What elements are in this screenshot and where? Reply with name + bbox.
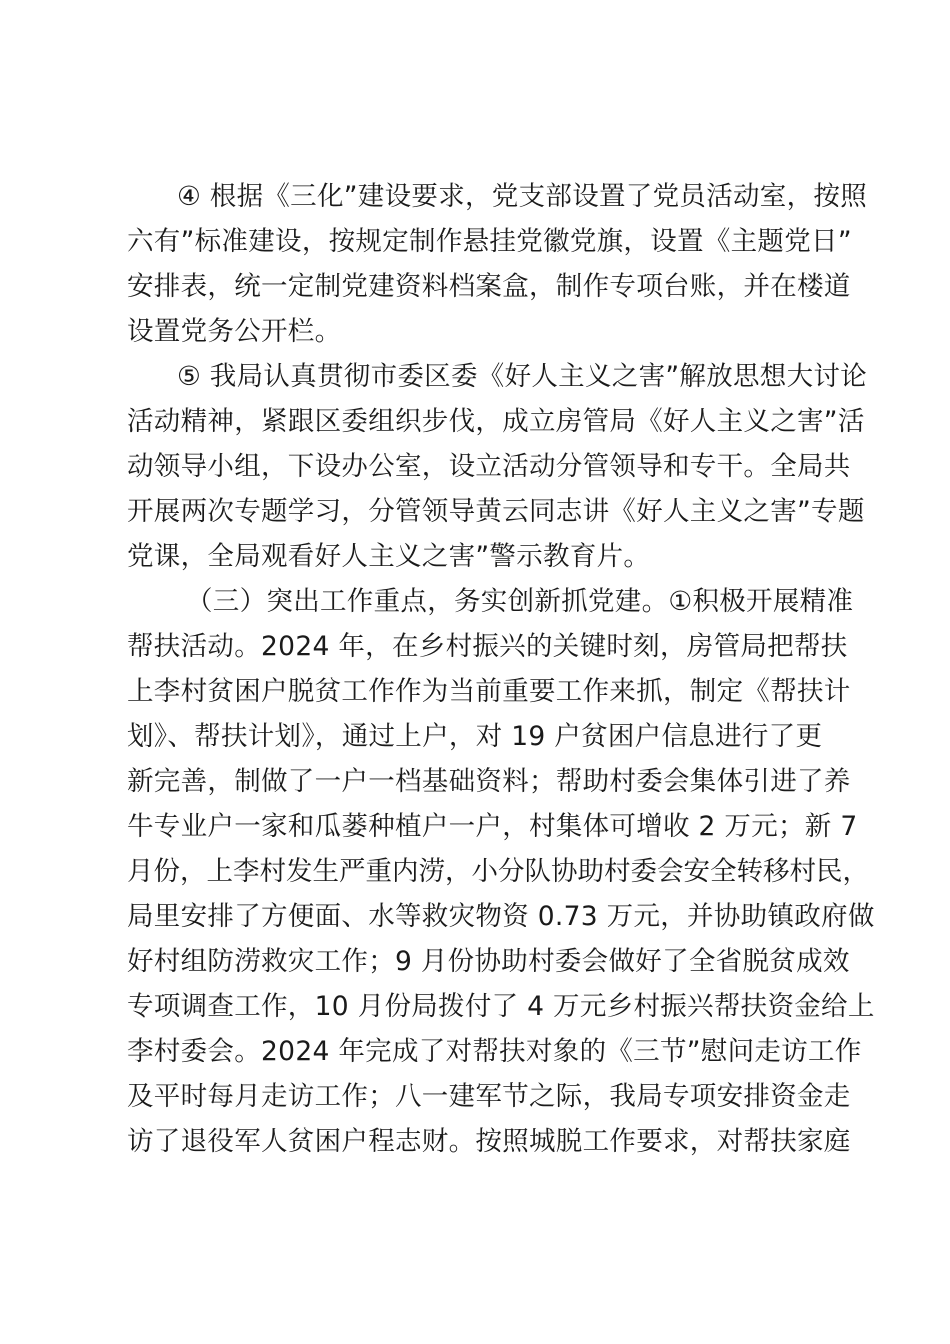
text-line: 专项调查工作，10 月份局拨付了 4 万元乡村振兴帮扶资金给上 <box>127 991 875 1022</box>
text-line: 好村组防涝救灾工作；9 月份协助村委会做好了全省脱贫成效 <box>127 946 850 977</box>
text-line: ⑤ 我局认真贯彻市委区委《好人主义之害”解放思想大讨论 <box>177 361 868 392</box>
text-line: 李村委会。2024 年完成了对帮扶对象的《三节”慰问走访工作 <box>127 1036 862 1067</box>
text-line: 及平时每月走访工作；八一建军节之际，我局专项安排资金走 <box>127 1081 851 1112</box>
text-line: 六有”标准建设，按规定制作悬挂党徽党旗，设置《主题党日” <box>127 226 852 257</box>
text-line: 动领导小组，下设办公室，设立活动分管领导和专干。全局共 <box>127 451 851 482</box>
text-line: 开展两次专题学习，分管领导黄云同志讲《好人主义之害”专题 <box>127 496 865 527</box>
section-heading-line: （三）突出工作重点，务实创新抓党建。①积极开展精准 <box>186 586 854 617</box>
text-line: 访了退役军人贫困户程志财。按照城脱工作要求，对帮扶家庭 <box>127 1126 851 1157</box>
text-line: 设置党务公开栏。 <box>127 316 342 347</box>
text-line: ④ 根据《三化”建设要求，党支部设置了党员活动室，按照 <box>177 181 868 212</box>
paragraph-good-person-discussion <box>127 354 868 579</box>
text-line: 牛专业户一家和瓜蒌种植户一户，村集体可增收 2 万元；新 7 <box>127 811 858 842</box>
text-line: 月份，上李村发生严重内涝，小分队协助村委会安全转移村民， <box>127 856 869 887</box>
text-line: 活动精神，紧跟区委组织步伐，成立房管局《好人主义之害”活 <box>127 406 865 437</box>
document-body <box>127 174 875 1164</box>
text-line: 划》、帮扶计划》，通过上户，对 19 户贫困户信息进行了更 <box>127 721 823 752</box>
paragraph-section-three <box>127 579 875 1164</box>
text-line: 党课，全局观看好人主义之害”警示教育片。 <box>127 541 651 572</box>
paragraph-party-activity-room <box>127 174 868 354</box>
text-line: 帮扶活动。2024 年，在乡村振兴的关键时刻，房管局把帮扶 <box>127 631 848 662</box>
text-line: 局里安排了方便面、水等救灾物资 0.73 万元，并协助镇政府做 <box>127 901 875 932</box>
text-line: 安排表，统一定制党建资料档案盒，制作专项台账，并在楼道 <box>127 271 851 302</box>
text-line: 新完善，制做了一户一档基础资料；帮助村委会集体引进了养 <box>127 766 851 797</box>
text-line: 上李村贫困户脱贫工作作为当前重要工作来抓，制定《帮扶计 <box>127 676 851 707</box>
